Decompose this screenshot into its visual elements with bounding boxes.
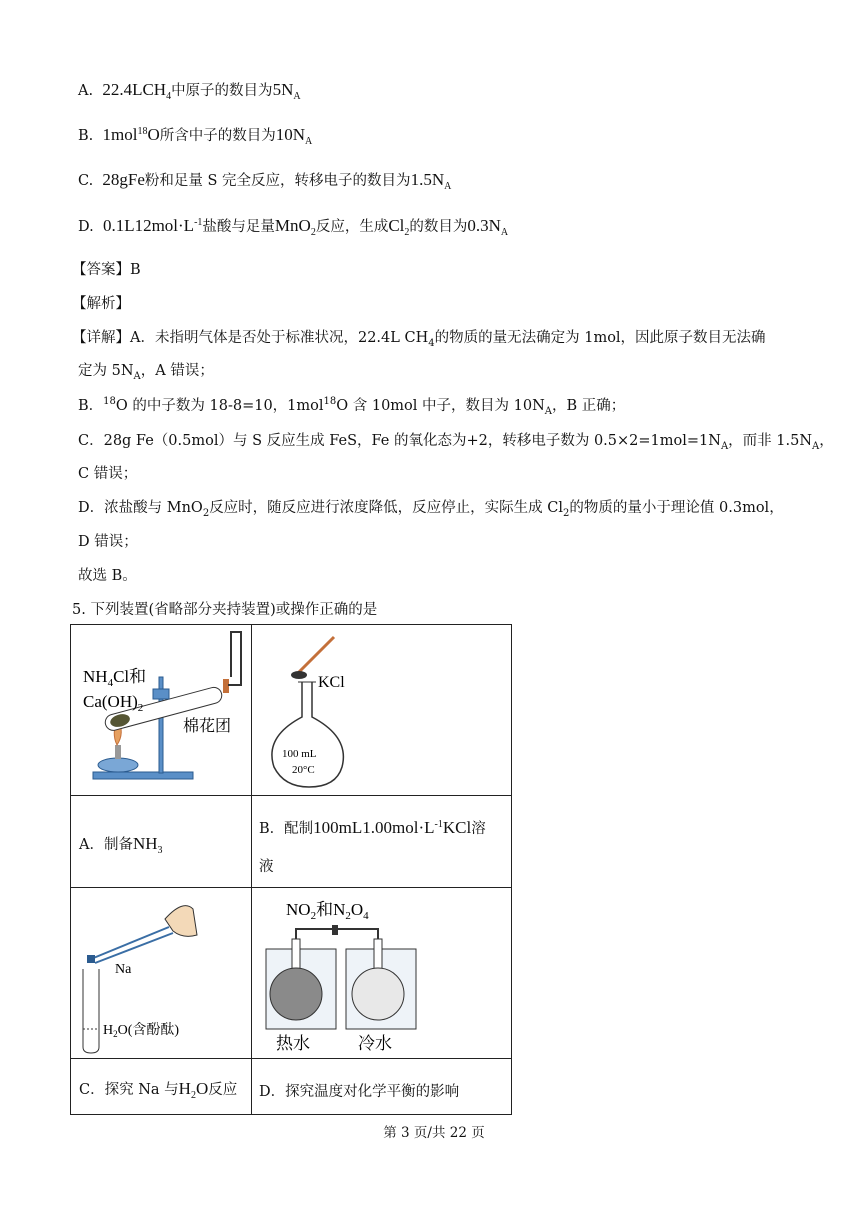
fig-label: Cl和 <box>113 667 147 686</box>
detail-d <box>78 496 784 519</box>
subscript: 2 <box>137 702 144 714</box>
detail-a <box>72 326 766 349</box>
detail-text: 定为 5N <box>78 363 134 379</box>
subscript: A <box>500 226 509 238</box>
fig-label: 100 mL <box>282 748 317 760</box>
subscript: 4 <box>428 337 435 349</box>
superscript: 18 <box>103 396 116 408</box>
caption-c <box>79 1078 237 1101</box>
fig-label: N <box>333 900 346 919</box>
detail-text: ，而非 1.5N <box>728 433 813 449</box>
svg-text:H2O(含酚酞) <box>103 1021 179 1039</box>
subscript: 2 <box>345 910 351 922</box>
caption-b <box>259 817 486 838</box>
species: O <box>147 125 160 144</box>
fig-label: H <box>103 1023 114 1038</box>
fig-label: Ca(OH) <box>83 692 138 711</box>
figure-b-flask <box>254 627 512 793</box>
option-letter: D. <box>78 219 94 235</box>
fig-label: O <box>350 900 364 919</box>
detail-text: ，B 正确； <box>552 398 626 414</box>
detail-text: O 含 10mol 中子，数目为 10N <box>336 398 545 414</box>
subscript: 2 <box>202 507 210 519</box>
caption-text: C．探究 Na 与 <box>79 1082 179 1098</box>
table-divider <box>71 1058 511 1059</box>
fig-label: NH <box>83 667 108 686</box>
subscript: 2 <box>404 226 410 238</box>
formula: 100mL1.00mol·L <box>313 818 435 837</box>
fig-label: KCl <box>318 674 345 691</box>
detail-text: B． <box>78 398 104 414</box>
fig-label: NO <box>286 900 311 919</box>
option-letter: B. <box>78 128 94 144</box>
detail-text: ， <box>819 433 834 449</box>
product: Cl <box>388 216 405 235</box>
superscript: -1 <box>434 819 443 831</box>
caption-text: B．配制 <box>259 821 314 837</box>
option-text: 粉和足量 S 完全反应，转移电子的数目为 <box>144 173 411 189</box>
table-divider <box>251 625 252 1114</box>
option-text: 反应，生成 <box>315 219 389 235</box>
quantity: 28gFe <box>102 170 145 189</box>
detail-text: C．28g Fe（0.5mol）与 S 反应生成 FeS，Fe 的氧化态为+2，转移电子数为 0.5×2=1mol=1N <box>78 433 721 449</box>
detail-text: ，A 错误； <box>140 363 214 379</box>
quantity: 1mol <box>102 125 138 144</box>
option-d <box>78 215 508 238</box>
subscript: A <box>444 180 452 192</box>
subscript: 4 <box>107 677 114 689</box>
option-text: 中原子的数目为 <box>171 83 273 99</box>
option-c <box>78 169 451 192</box>
analysis-label: 【解析】 <box>72 296 130 312</box>
result: 1.5N <box>410 170 445 189</box>
subscript: 2 <box>190 1089 196 1101</box>
subscript: 2 <box>113 1029 118 1039</box>
detail-text: O 的中子数为 18-8=10，1mol <box>115 398 324 414</box>
subscript: A <box>305 135 313 147</box>
option-text: 的数目为 <box>409 219 468 235</box>
formula: H <box>178 1079 191 1098</box>
option-letter: C. <box>78 173 94 189</box>
caption-text: 反应 <box>208 1082 238 1098</box>
option-text: 所含中子的数目为 <box>159 128 276 144</box>
detail-text: 的物质的量小于理论值 0.3mol， <box>569 500 784 516</box>
fig-label: Na <box>115 962 132 977</box>
fig-label: 20°C <box>292 764 315 776</box>
subscript: 3 <box>157 844 163 856</box>
detail-text: 的物质的量无法确定为 1mol，因此原子数目无法确 <box>434 330 766 346</box>
table-divider <box>71 887 511 888</box>
option-letter: A. <box>78 83 94 99</box>
detail-b <box>78 394 625 417</box>
caption-a <box>79 833 163 856</box>
detail-c <box>78 429 834 452</box>
detail-text: 反应时，随反应进行浓度降低，反应停止，实际生成 Cl <box>209 500 564 516</box>
formula: O <box>195 1079 209 1098</box>
svg-text:NH4Cl和 <box>83 667 146 689</box>
detail-text: 【详解】A．未指明气体是否处于标准状况，22.4L CH <box>72 330 429 346</box>
answer-value: B <box>130 262 141 278</box>
svg-text:NO2和N2O4 <box>286 900 369 922</box>
result: 10N <box>275 125 305 144</box>
caption-text: 溶 <box>471 821 486 837</box>
question-5: 5. 下列装置(省略部分夹持装置)或操作正确的是 <box>72 602 378 618</box>
fig-label: O(含酚酞) <box>117 1023 180 1038</box>
caption-b-cont: 液 <box>259 859 274 875</box>
subscript: 4 <box>363 910 369 922</box>
table-divider <box>71 795 511 796</box>
subscript: A <box>544 405 553 417</box>
subscript: 2 <box>310 910 317 922</box>
result: 5N <box>272 80 294 99</box>
superscript: 18 <box>137 126 148 138</box>
subscript: 4 <box>166 90 172 102</box>
option-a <box>78 79 301 102</box>
conclusion: 故选 B。 <box>78 568 137 584</box>
detail-c-cont: C 错误； <box>78 466 138 482</box>
option-text: 盐酸与足量 <box>202 219 275 235</box>
formula: NH <box>132 834 158 853</box>
answer-label: 【答案】 <box>72 262 130 278</box>
figure-a-nh3-apparatus <box>73 627 249 793</box>
caption-text: A．制备 <box>79 837 133 853</box>
subscript: A <box>133 370 141 382</box>
caption-d: D．探究温度对化学平衡的影响 <box>259 1084 460 1100</box>
figure-c-na-water <box>73 889 249 1057</box>
detail-a-cont <box>78 359 214 382</box>
apparatus-table <box>70 624 512 1115</box>
quantity: 22.4LCH <box>102 80 167 99</box>
superscript: 18 <box>323 396 337 408</box>
detail-text: D．浓盐酸与 MnO <box>78 500 203 516</box>
superscript: -1 <box>194 217 203 229</box>
figure-d-equilibrium <box>254 889 512 1057</box>
subscript: 2 <box>310 226 316 238</box>
reagent: MnO <box>274 216 311 235</box>
fig-label: 棉花团 <box>183 718 232 735</box>
fig-label: 冷水 <box>358 1034 392 1053</box>
subscript: A <box>812 440 820 452</box>
subscript: A <box>720 440 729 452</box>
detail-d-cont: D 错误； <box>78 534 138 550</box>
result: 0.3N <box>467 216 501 235</box>
answer-line <box>72 258 141 279</box>
formula: KCl <box>442 818 472 837</box>
fig-label: 热水 <box>276 1034 310 1053</box>
quantity: 0.1L12mol·L <box>102 216 195 235</box>
fig-label: 和 <box>316 900 334 919</box>
page-footer: 第 3 页/共 22 页 <box>383 1125 485 1141</box>
svg-text:Ca(OH)2 <box>83 692 143 714</box>
option-b <box>78 124 312 147</box>
subscript: A <box>293 90 301 102</box>
subscript: 2 <box>563 507 570 519</box>
